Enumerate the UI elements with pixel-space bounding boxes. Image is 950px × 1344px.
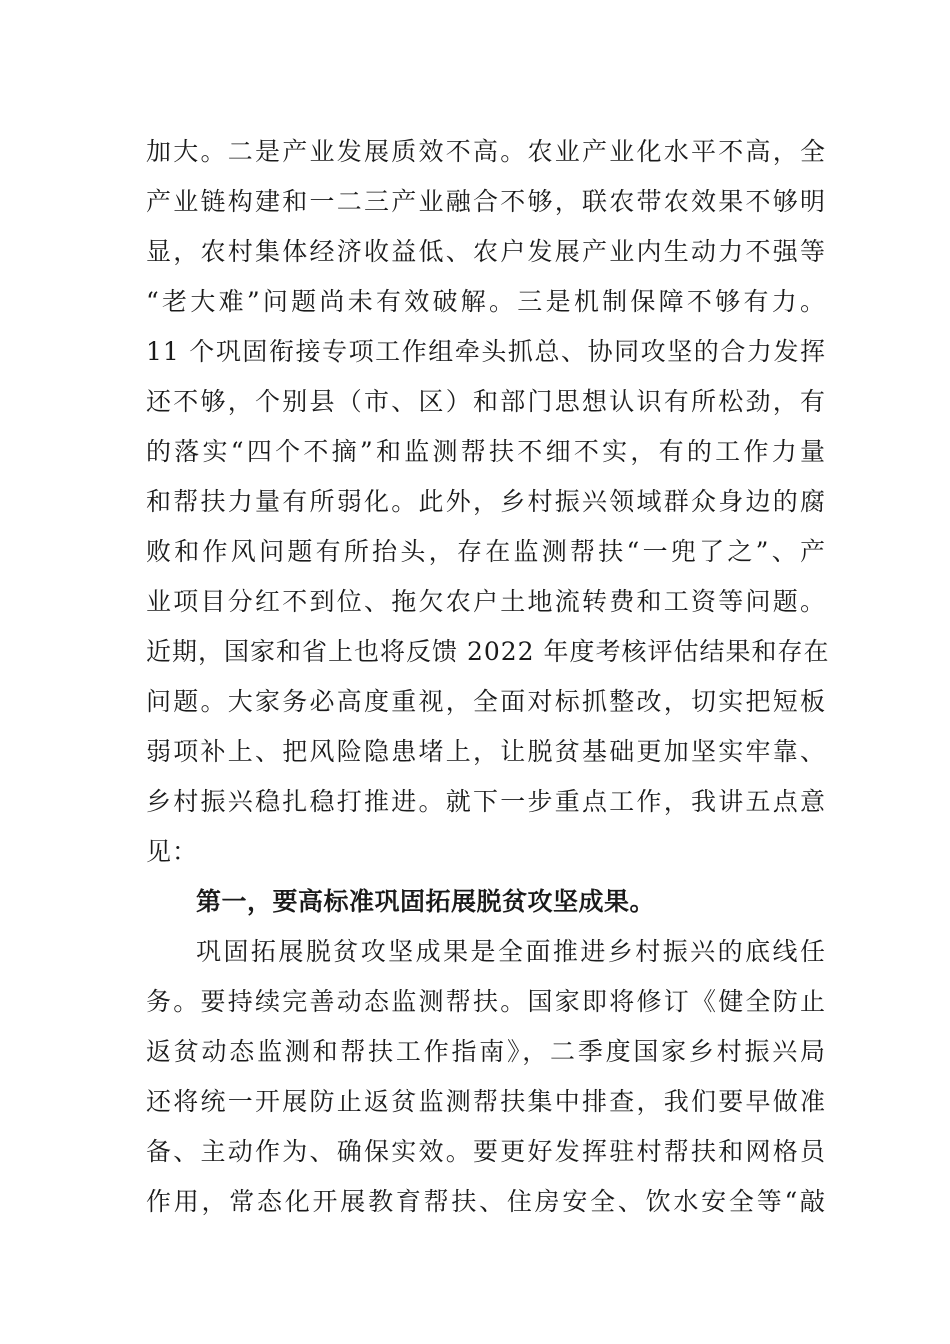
body-line-8: 和帮扶力量有所弱化。此外，乡村振兴领域群众身边的腐 bbox=[146, 487, 826, 516]
body-line-13: 弱项补上、把风险隐患堵上，让脱贫基础更加坚实牢靠、 bbox=[146, 737, 826, 766]
body-line-4: “老大难”问题尚未有效破解。三是机制保障不够有力。 bbox=[146, 287, 826, 316]
body-line-7: 的落实“四个不摘”和监测帮扶不细不实，有的工作力量 bbox=[146, 437, 826, 466]
body-line-14: 乡村振兴稳扎稳打推进。就下一步重点工作，我讲五点意 bbox=[146, 787, 826, 816]
body-line-5: 11 个巩固衔接专项工作组牵头抓总、协同攻坚的合力发挥 bbox=[146, 337, 826, 366]
body-line-3: 显，农村集体经济收益低、农户发展产业内生动力不强等 bbox=[146, 237, 826, 266]
body-line-6: 还不够，个别县（市、区）和部门思想认识有所松劲，有 bbox=[146, 387, 826, 416]
body-line-20: 还将统一开展防止返贫监测帮扶集中排查，我们要早做准 bbox=[146, 1087, 826, 1116]
body-line-21: 备、主动作为、确保实效。要更好发挥驻村帮扶和网格员 bbox=[146, 1137, 826, 1166]
body-line-15: 见： bbox=[146, 837, 199, 866]
body-line-12: 问题。大家务必高度重视，全面对标抓整改，切实把短板 bbox=[146, 687, 826, 716]
body-line-9: 败和作风问题有所抬头，存在监测帮扶“一兜了之”、产 bbox=[146, 537, 826, 566]
body-line-11: 近期，国家和省上也将反馈 2022 年度考核评估结果和存在 bbox=[146, 637, 830, 666]
body-line-1: 加大。二是产业发展质效不高。农业产业化水平不高，全 bbox=[146, 137, 826, 166]
body-line-19: 返贫动态监测和帮扶工作指南》，二季度国家乡村振兴局 bbox=[146, 1037, 826, 1066]
body-line-10: 业项目分红不到位、拖欠农户土地流转费和工资等问题。 bbox=[146, 587, 826, 616]
body-line-18: 务。要持续完善动态监测帮扶。国家即将修订《健全防止 bbox=[146, 987, 826, 1016]
body-line-22: 作用，常态化开展教育帮扶、住房安全、饮水安全等“敲 bbox=[146, 1187, 826, 1216]
body-line-17: 巩固拓展脱贫攻坚成果是全面推进乡村振兴的底线任 bbox=[196, 937, 826, 966]
body-line-2: 产业链构建和一二三产业融合不够，联农带农效果不够明 bbox=[146, 187, 826, 216]
section-heading: 第一，要高标准巩固拓展脱贫攻坚成果。 bbox=[196, 887, 656, 916]
